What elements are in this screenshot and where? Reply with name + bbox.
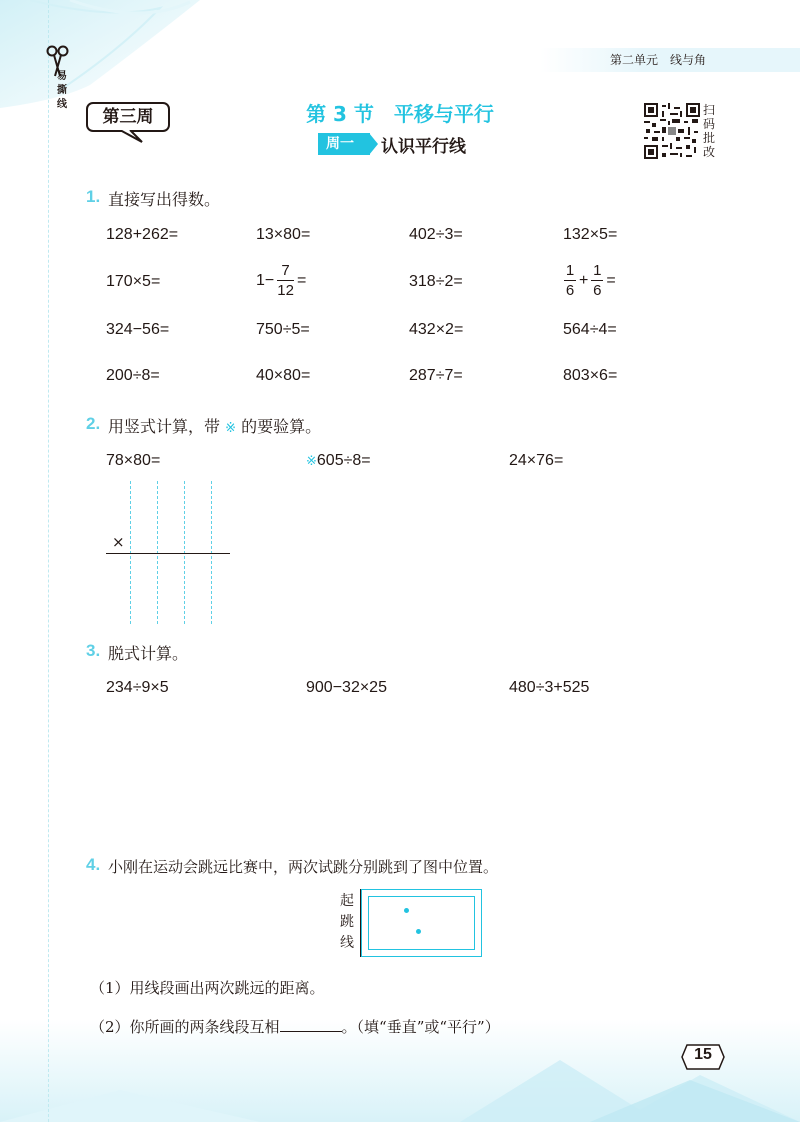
label-char: 跳 bbox=[340, 914, 354, 930]
q3-number: 3. bbox=[86, 641, 101, 660]
day-tag: 周一 bbox=[318, 133, 370, 155]
frac-suffix: = bbox=[606, 271, 616, 289]
q1-item: 402÷3= bbox=[409, 226, 463, 243]
week-badge: 第三周 bbox=[86, 102, 170, 132]
q1-item: 564÷4= bbox=[563, 321, 617, 338]
operator: + bbox=[579, 271, 589, 289]
q3-item: 900−32×25 bbox=[306, 679, 387, 696]
answer-blank[interactable] bbox=[280, 1018, 342, 1032]
landing-point-1 bbox=[404, 908, 409, 913]
q2-item: 24×76= bbox=[509, 452, 564, 469]
q1-item: 170×5= bbox=[106, 273, 161, 290]
q1-item: 128+262= bbox=[106, 226, 179, 243]
q1-item: 750÷5= bbox=[256, 321, 310, 338]
q4-sub2 bbox=[90, 1016, 500, 1037]
q2-item bbox=[306, 452, 371, 470]
denominator: 12 bbox=[277, 282, 294, 299]
q1-fraction-item bbox=[256, 262, 306, 299]
q1-item: 132×5= bbox=[563, 226, 618, 243]
frac-suffix: = bbox=[296, 271, 307, 289]
denominator: 6 bbox=[565, 282, 575, 299]
q4-sub1: （1）用线段画出两次跳远的距离。 bbox=[90, 979, 325, 997]
q2-title bbox=[108, 414, 321, 437]
q1-item: 40×80= bbox=[256, 367, 311, 384]
q1-item: 318÷2= bbox=[409, 273, 463, 290]
q1-fraction-item bbox=[561, 262, 616, 299]
takeoff-line-label bbox=[340, 891, 356, 954]
q2-title-part: 的要验算。 bbox=[241, 417, 322, 436]
q1-title: 直接写出得数。 bbox=[108, 190, 221, 209]
fraction-bar bbox=[591, 280, 603, 281]
fraction-bar bbox=[564, 280, 576, 281]
q3-title: 脱式计算。 bbox=[108, 644, 189, 663]
calc-rule bbox=[106, 553, 230, 554]
numerator: 1 bbox=[593, 262, 602, 279]
lesson-title: 认识平行线 bbox=[381, 137, 466, 157]
fraction-bar bbox=[277, 280, 294, 281]
q1-item: 803×6= bbox=[563, 367, 618, 384]
numerator: 7 bbox=[281, 262, 290, 279]
q4-sub2-text: 。（填“垂直”或“平行”） bbox=[341, 1018, 500, 1036]
tear-line-label: 易撕线 bbox=[57, 71, 67, 110]
label-char: 起 bbox=[340, 893, 354, 909]
q2-number: 2. bbox=[86, 414, 101, 433]
page-number: 15 bbox=[694, 1046, 712, 1063]
fraction bbox=[591, 262, 603, 299]
tear-line bbox=[48, 0, 49, 1122]
fraction bbox=[564, 262, 576, 299]
fraction bbox=[277, 262, 294, 299]
corner-decoration bbox=[0, 0, 220, 110]
scan-to-grade-label: 扫码批改 bbox=[703, 103, 716, 159]
q1-item: 200÷8= bbox=[106, 367, 160, 384]
q1-number: 1. bbox=[86, 187, 101, 206]
q1-item: 432×2= bbox=[409, 321, 464, 338]
q3-item: 480÷3+525 bbox=[509, 679, 590, 696]
qr-code-icon[interactable] bbox=[644, 103, 700, 159]
q4-sub2-text: （2）你所画的两条线段互相 bbox=[90, 1018, 280, 1036]
section-title: 第 3 节 平移与平行 bbox=[306, 102, 494, 126]
unit-title: 第二单元 线与角 bbox=[610, 53, 707, 67]
landing-point-2 bbox=[416, 929, 421, 934]
q2-title-part: 用竖式计算，带 bbox=[108, 417, 221, 436]
sand-pit-inner bbox=[368, 896, 475, 950]
star-mark-icon: ※ bbox=[225, 421, 237, 436]
label-char: 线 bbox=[340, 935, 354, 951]
q2-item: 78×80= bbox=[106, 452, 161, 469]
q2-item-text: 605÷8= bbox=[316, 452, 371, 469]
q1-item: 324−56= bbox=[106, 321, 170, 338]
q1-item: 287÷7= bbox=[409, 367, 463, 384]
denominator: 6 bbox=[593, 282, 602, 299]
day-tag-arrow bbox=[369, 133, 378, 155]
q4-title: 小刚在运动会跳远比赛中，两次试跳分别跳到了图中位置。 bbox=[108, 858, 499, 876]
frac-prefix: 1− bbox=[256, 271, 275, 289]
star-mark-icon: ※ bbox=[306, 453, 317, 468]
speech-tail-icon bbox=[118, 130, 144, 144]
numerator: 1 bbox=[565, 262, 575, 279]
q1-item: 13×80= bbox=[256, 226, 311, 243]
multiply-sign: × bbox=[112, 533, 125, 551]
q4-number: 4. bbox=[86, 855, 101, 874]
q3-item: 234÷9×5 bbox=[106, 679, 169, 696]
